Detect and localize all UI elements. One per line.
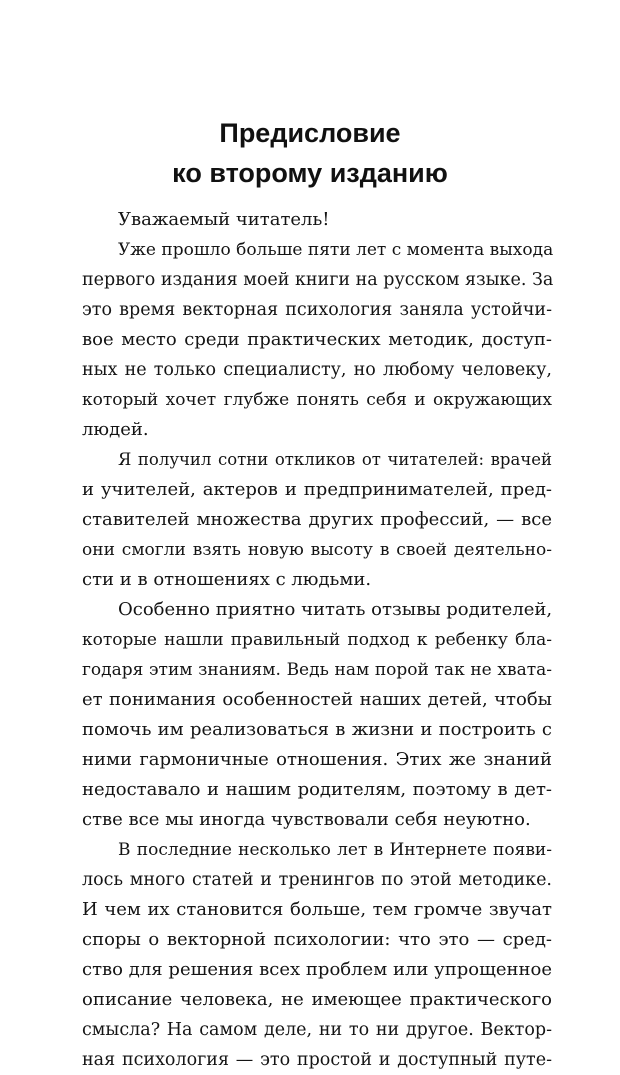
text-line: В последние несколько лет в Интернете появи- [118, 840, 552, 860]
chapter-heading-line-2: ко второму изданию [172, 158, 448, 188]
text-line: вое место среди практических методик, доступ- [82, 329, 552, 350]
text-line: Я получил сотни откликов от читателей: врачей [118, 450, 552, 469]
text-line: который хочет глубже понять себя и окружающих [82, 390, 552, 410]
text-line: ставителей множества других профессий, — все [82, 509, 552, 530]
text-line: сти и в отношениях с людьми. [82, 569, 372, 590]
text-line: и учителей, актеров и предпринимателей, пред- [82, 479, 552, 500]
text-line: ними гармоничные отношения. Этих же знаний [82, 749, 552, 770]
text-line: описание человека, не имеющее практического [82, 989, 552, 1010]
text-line: И чем их становится больше, тем громче звучат [82, 899, 552, 920]
text-line: людей. [82, 419, 149, 440]
text-line: первого издания моей книги на русском языке. За [82, 270, 554, 290]
text-line: Уже прошло больше пяти лет с момента выхода [118, 240, 554, 260]
text-line: помочь им реализоваться в жизни и построить с [82, 719, 552, 740]
text-line: годаря этим знаниям. Ведь нам порой так не хвата- [82, 660, 552, 680]
text-line: ет понимания особенностей наших детей, чтобы [82, 689, 552, 710]
chapter-heading-line-1: Предисловие [219, 118, 401, 148]
text-line-greeting: Уважаемый читатель! [118, 209, 330, 230]
text-line: они смогли взять новую высоту в своей деятельно- [82, 540, 552, 560]
text-line: споры о векторной психологии: что это — сред- [82, 929, 552, 950]
text-line: недоставало и нашим родителям, поэтому в дет- [82, 779, 552, 800]
text-line: ство для решения всех проблем или упрощенное [82, 959, 552, 980]
text-line: лось много статей и тренингов по этой методике. [82, 870, 552, 890]
text-line: ных не только специалисту, но любому человеку, [82, 360, 552, 380]
text-line: Особенно приятно читать отзывы родителей, [118, 599, 553, 620]
chapter-heading [0, 113, 620, 193]
text-line: которые нашли правильный подход к ребенку бла- [82, 630, 552, 650]
text-line: смысла? На самом деле, ни то ни другое. Вектор- [82, 1020, 552, 1040]
text-line: стве все мы иногда чувствовали себя неуютно. [82, 809, 531, 830]
text-line: ная психология — это простой и доступный путе- [82, 1050, 552, 1070]
text-line: это время векторная психология заняла устойчи- [82, 300, 552, 320]
